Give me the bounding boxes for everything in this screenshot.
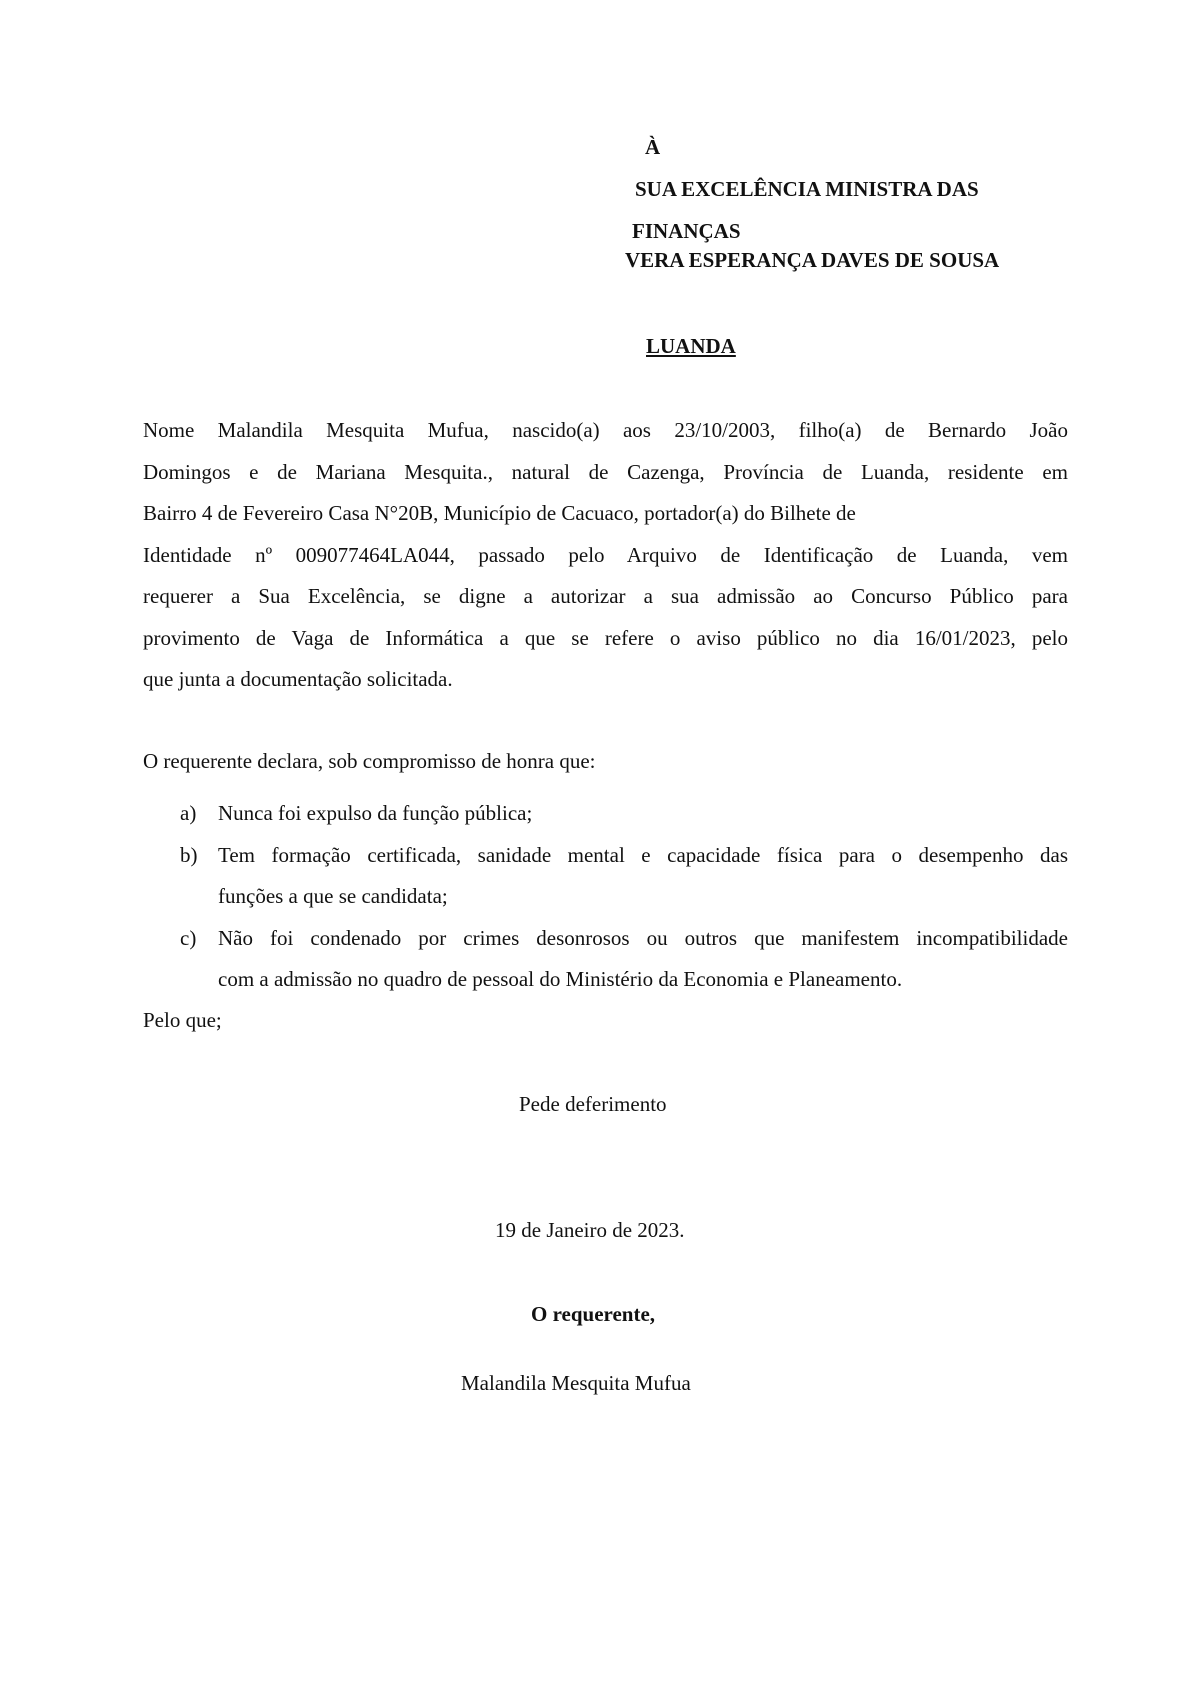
paragraph-line: Nome Malandila Mesquita Mufua, nascido(a) aos 23/10/2003, filho(a) de Bernardo João [143,418,1068,442]
addressee-ministry: FINANÇAS [632,219,741,243]
list-item [143,835,1068,918]
addressee-city: LUANDA [646,334,736,358]
paragraph-line: provimento de Vaga de Informática a que se refere o aviso público no dia 16/01/2023, pelo [143,625,1068,650]
list-item-text: com a admissão no quadro de pessoal do Ministério da Economia e Planeamento. [218,967,903,991]
paragraph-line: requerer a Sua Excelência, se digne a autorizar a sua admissão ao Concurso Público para [143,584,1068,608]
letter-date: 19 de Janeiro de 2023. [495,1218,685,1242]
list-item-text: funções a que se candidata; [218,884,448,908]
paragraph-line: que junta a documentação solicitada. [143,667,453,691]
list-marker: b) [180,842,198,867]
list-item [143,793,1068,835]
declaration-intro: O requerente declara, sob compromisso de honra que: [143,749,596,773]
paragraph-line: Domingos e de Mariana Mesquita., natural de Cazenga, Província de Luanda, residente em [143,459,1068,484]
list-item-text: Tem formação certificada, sanidade mental e capacidade física para o desempenho das [218,842,1068,867]
addressee-title: SUA EXCELÊNCIA MINISTRA DAS [635,177,979,201]
paragraph-line: Identidade nº 009077464LA044, passado pelo Arquivo de Identificação de Luanda, vem [143,542,1068,567]
list-marker: a) [180,801,197,825]
addressee-name: VERA ESPERANÇA DAVES DE SOUSA [625,248,1000,272]
list-item-text: Não foi condenado por crimes desonrosos ou outros que manifestem incompatibilidade [218,925,1068,950]
declaration-list [143,793,1068,1001]
list-item [143,918,1068,1001]
addressee-prefix: À [645,135,661,159]
list-item-text: Nunca foi expulso da função pública; [218,801,533,825]
request-paragraph [143,410,1068,701]
paragraph-line: Bairro 4 de Fevereiro Casa N°20B, Município de Cacuaco, portador(a) do Bilhete de [143,501,856,525]
list-marker: c) [180,925,197,950]
pelo-que: Pelo que; [143,1008,222,1032]
requester-name: Malandila Mesquita Mufua [461,1371,691,1395]
requester-label: O requerente, [531,1302,656,1326]
request-closing: Pede deferimento [519,1092,667,1116]
